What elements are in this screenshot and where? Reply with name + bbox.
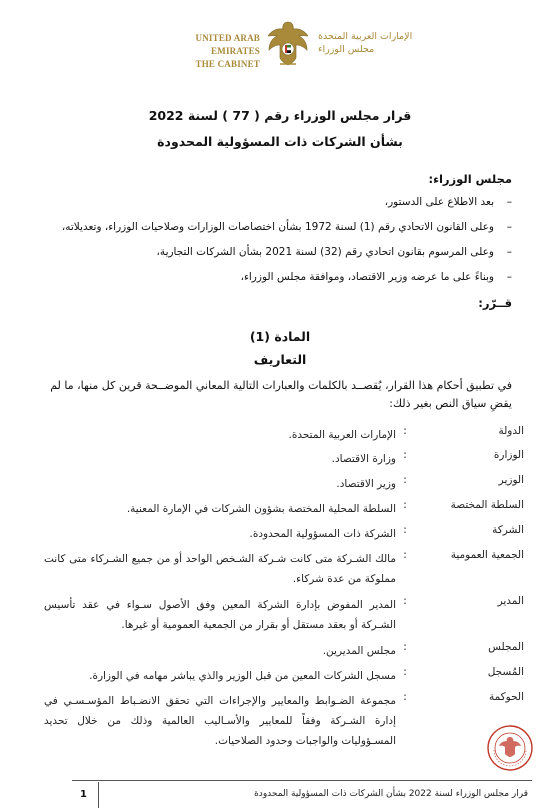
definition-colon: :	[403, 641, 407, 653]
cabinet-seal-stamp-icon	[486, 724, 534, 772]
definition-row	[44, 666, 524, 691]
definition-text: مالك الشـركة متى كانت شـركة الشـخص الواحد أو من جميع الشـركاء متى كانت مملوكة من عدة شركاء.	[44, 553, 396, 585]
footer-title: قرار مجلس الوزراء لسنة 2022 بشأن الشركات ذات المسؤولية المحدودة	[254, 789, 528, 799]
definition-colon: :	[403, 499, 407, 511]
definition-row	[44, 474, 524, 499]
definition-colon: :	[403, 474, 407, 486]
definition-row	[44, 641, 524, 666]
definition-term: الشركة	[492, 524, 524, 536]
decided-label: قــرّر:	[478, 296, 512, 310]
definition-colon: :	[403, 691, 407, 703]
definition-colon: :	[403, 425, 407, 437]
article-intro: في تطبيق أحكام هذا القرار، يُقصــد بالكلمات والعبارات التالية المعاني الموضــحة قرين كل منها، ما لم يقضِ سياق النص بغير ذلك:	[50, 379, 512, 410]
definition-text: السلطة المحلية المختصة بشؤون الشركات في الإمارة المعنية.	[126, 503, 396, 515]
definition-text: مسجل الشركات المعين من قبل الوزير والذي يباشر مهامه في الوزارة.	[89, 670, 396, 682]
definition-colon: :	[403, 666, 407, 678]
letterhead-english	[150, 32, 260, 71]
definitions-list	[44, 425, 524, 757]
article-number: المادة (1)	[249, 329, 311, 344]
definition-term: السلطة المختصة	[450, 499, 524, 511]
definition-term: الحوكمة	[488, 691, 524, 703]
definition-text: مجلس المديرين.	[322, 645, 396, 657]
letterhead-ar-line2: مجلس الوزراء	[318, 44, 375, 55]
definition-row	[44, 691, 524, 757]
preamble-item: –بعد الاطلاع على الدستور،	[384, 196, 512, 208]
definition-text: وزير الاقتصاد.	[336, 478, 396, 490]
definition-colon: :	[403, 549, 407, 561]
decision-subtitle: بشأن الشركات ذات المسؤولية المحدودة	[157, 134, 403, 149]
preamble-item-text: وعلى القانون الاتحادي رقم (1) لسنة 1972 بشأن اختصاصات الوزارات وصلاحيات الوزراء، وتعديلاته،	[61, 221, 494, 233]
definition-term: الجمعية العمومية	[450, 549, 524, 561]
preamble-heading: مجلس الوزراء:	[428, 172, 512, 186]
definition-row	[44, 595, 524, 641]
definition-colon: :	[403, 595, 407, 607]
letterhead-arabic	[318, 30, 428, 56]
definition-text: الإمارات العربية المتحدة.	[288, 429, 396, 441]
preamble-item: –وعلى القانون الاتحادي رقم (1) لسنة 1972 بشأن اختصاصات الوزارات وصلاحيات الوزراء، وتعديلاته،	[61, 221, 512, 233]
definition-text: المدير المفوض بإدارة الشركة المعين وفق الأصول سـواء في عقد تأسيس الشـركة أو بعقد مستقل أو بقرار من الجمعية العمومية أو غيرها.	[44, 599, 396, 631]
preamble-item: –وبناءً على ما عرضه وزير الاقتصاد، وموافقة مجلس الوزراء،	[240, 271, 512, 283]
preamble-item: –وعلى المرسوم بقانون اتحادي رقم (32) لسنة 2021 بشأن الشركات التجارية،	[156, 246, 512, 258]
definition-row	[44, 499, 524, 524]
definition-row	[44, 449, 524, 474]
footer-separator	[98, 782, 99, 808]
definition-row	[44, 549, 524, 595]
uae-eagle-emblem-icon	[266, 18, 310, 70]
definition-term: الوزير	[498, 474, 524, 486]
definition-row	[44, 524, 524, 549]
page-number: 1	[80, 789, 87, 800]
definition-colon: :	[403, 449, 407, 461]
definition-colon: :	[403, 524, 407, 536]
article-heading: التعاريف	[253, 352, 307, 367]
preamble-item-text: وعلى المرسوم بقانون اتحادي رقم (32) لسنة 2021 بشأن الشركات التجارية،	[156, 246, 494, 258]
definition-term: المجلس	[488, 641, 524, 653]
definition-row	[44, 425, 524, 449]
decision-title: قرار مجلس الوزراء رقم ( 77 ) لسنة 2022	[148, 108, 412, 123]
definition-term: المدير	[497, 595, 524, 607]
preamble-item-text: بعد الاطلاع على الدستور،	[384, 196, 494, 208]
definition-text: مجموعة الضـوابط والمعايير والإجراءات التي تحقق الانضـباط المؤسـسـي في إدارة الشـركة وفقاً للمعايير والأسـاليب العالمية وذلك من خلال تحديد المسـؤوليات والواجبات وحدود الصلاحيات.	[44, 695, 396, 747]
letterhead-ar-line1: الإمارات العربية المتحدة	[318, 31, 413, 42]
letterhead-en-line1: UNITED ARAB EMIRATES	[195, 33, 260, 56]
definition-term: الدولة	[498, 425, 524, 437]
definition-text: وزارة الاقتصاد.	[331, 453, 396, 465]
definition-term: المُسجل	[487, 666, 524, 678]
definition-text: الشركة ذات المسؤولية المحدودة.	[249, 528, 396, 540]
definition-term: الوزارة	[493, 449, 524, 461]
letterhead	[0, 18, 560, 78]
preamble-item-text: وبناءً على ما عرضه وزير الاقتصاد، وموافقة مجلس الوزراء،	[240, 271, 494, 283]
footer-divider	[72, 780, 532, 781]
letterhead-en-line2: THE CABINET	[195, 59, 260, 69]
